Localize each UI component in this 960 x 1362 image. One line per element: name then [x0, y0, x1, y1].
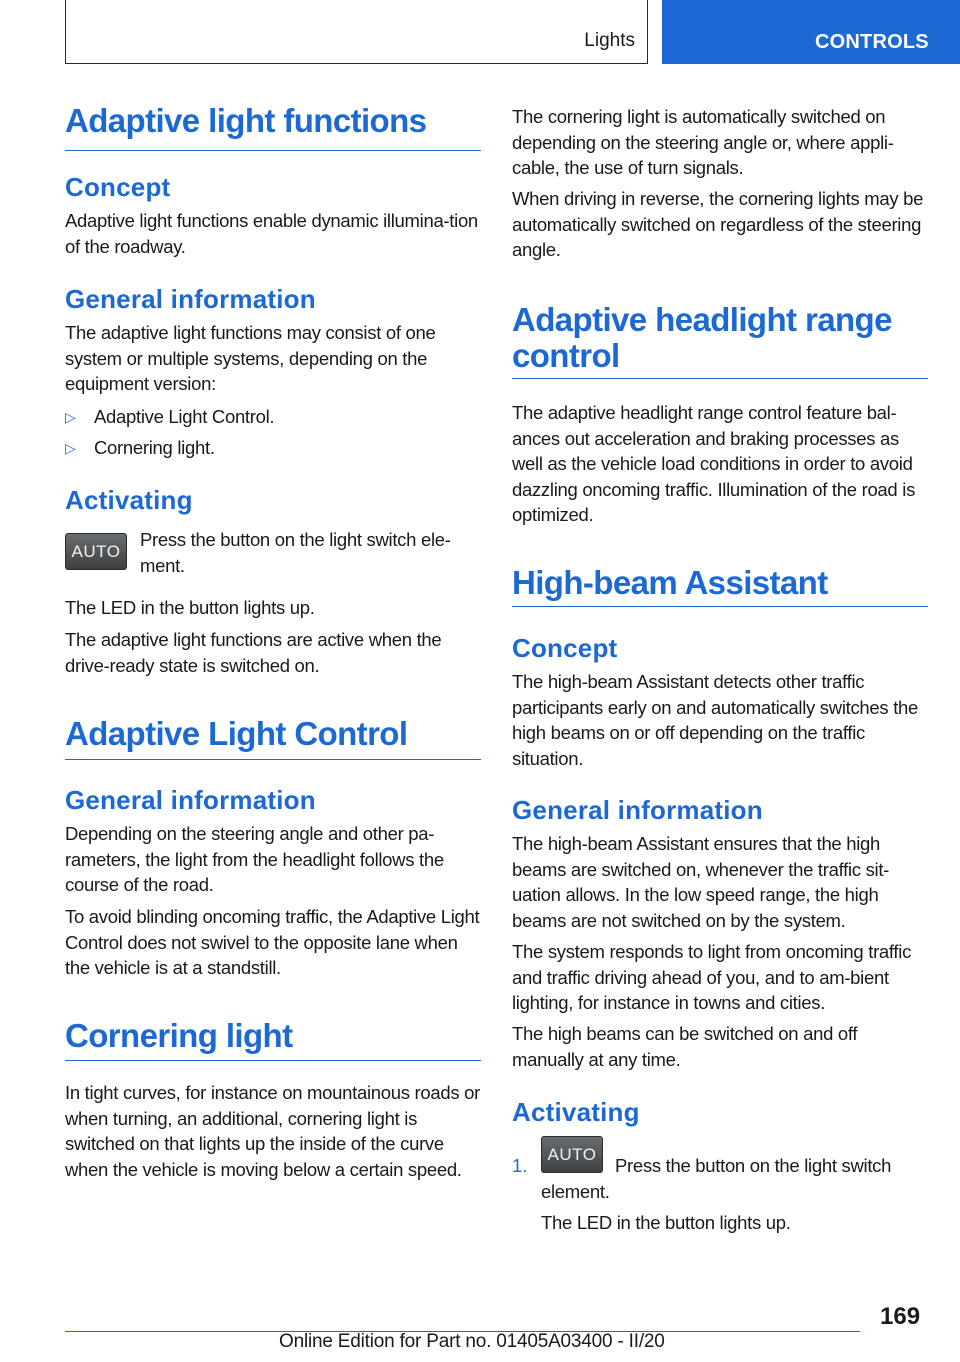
heading-hb-concept: Concept	[512, 633, 618, 663]
heading-hb-general-information: General information	[512, 795, 763, 825]
heading-adaptive-light-functions: Adaptive light functions	[65, 103, 481, 151]
alc-text-1: Depending on the steering angle and other pa‐rameters, the light from the headlight follows the course of the road.	[65, 823, 444, 895]
concept-text: Adaptive light functions enable dynamic illumina‐tion of the roadway.	[65, 210, 478, 257]
alc-text-2: To avoid blinding oncoming traffic, the Adaptive Light Control does not swivel to the opposite lane when the vehicle is at a standstill.	[65, 906, 480, 978]
heading-cornering-light: Cornering light	[65, 1018, 481, 1061]
cornering-text-2: The cornering light is automatically switched on depending on the steering angle or, where appli‐cable, the use of turn signals.	[512, 106, 894, 178]
heading-concept: Concept	[65, 172, 171, 202]
page-number: 169	[880, 1303, 921, 1330]
activating-text: Press the button on the light switch ele‐ment.	[140, 529, 451, 576]
auto-button-icon: AUTO	[541, 1136, 603, 1173]
heading-adaptive-headlight-range-control: Adaptive headlight range control	[512, 302, 928, 379]
hb-general-text-1: The high-beam Assistant ensures that the high beams are switched on, whenever the traffic sit‐uation allows. In the low speed range, the high beams are not switched on by the system.	[512, 833, 890, 931]
heading-high-beam-assistant: High-beam Assistant	[512, 565, 928, 607]
auto-button-icon: AUTO	[65, 533, 127, 570]
headlight-range-text: The adaptive headlight range control feature bal‐ances out acceleration and braking processes as well as the vehicle load conditions in order to avoid dazzling oncoming traffic. Illumination of the road is optimized.	[512, 402, 916, 525]
heading-general-information: General information	[65, 284, 316, 314]
bullet-triangle-icon: ▷	[65, 440, 76, 456]
footer-edition: Online Edition for Part no. 01405A03400 - II/20	[279, 1331, 665, 1352]
cornering-text: In tight curves, for instance on mountainous roads or when turning, an additional, cornering light is switched on that lights up the inside of the curve when the vehicle is moving below a certain speed.	[65, 1082, 480, 1180]
hb-general-text-3: The high beams can be switched on and off manually at any time.	[512, 1023, 858, 1070]
header-box	[65, 0, 648, 64]
bullet-text: Adaptive Light Control.	[94, 406, 275, 427]
active-text: The adaptive light functions are active when the drive-ready state is switched on.	[65, 629, 442, 676]
heading-hb-activating: Activating	[512, 1097, 640, 1127]
led-text: The LED in the button lights up.	[65, 597, 315, 618]
hb-concept-text: The high-beam Assistant detects other traffic participants early on and automatically switches the high beams on or off depending on the traffic situation.	[512, 671, 919, 769]
step-led-text: The LED in the button lights up.	[541, 1212, 791, 1233]
heading-adaptive-light-control: Adaptive Light Control	[65, 716, 481, 760]
bullet-text: Cornering light.	[94, 437, 215, 458]
step-number: 1.	[512, 1155, 528, 1176]
hb-general-text-2: The system responds to light from oncoming traffic and traffic driving ahead of you, and to am‐bient lighting, for instance in towns and cities.	[512, 941, 912, 1013]
chapter-tab[interactable]: CONTROLS	[662, 0, 960, 64]
section-title: Lights	[584, 30, 635, 51]
step-text: Press the button on the light switch element.	[541, 1155, 892, 1202]
reverse-text: When driving in reverse, the cornering lights may be automatically switched on regardless of the steering angle.	[512, 188, 924, 260]
heading-alc-general-information: General information	[65, 785, 316, 815]
heading-activating: Activating	[65, 485, 193, 515]
general-text: The adaptive light functions may consist of one system or multiple systems, depending on the equipment version:	[65, 322, 436, 394]
bullet-triangle-icon: ▷	[65, 409, 76, 425]
